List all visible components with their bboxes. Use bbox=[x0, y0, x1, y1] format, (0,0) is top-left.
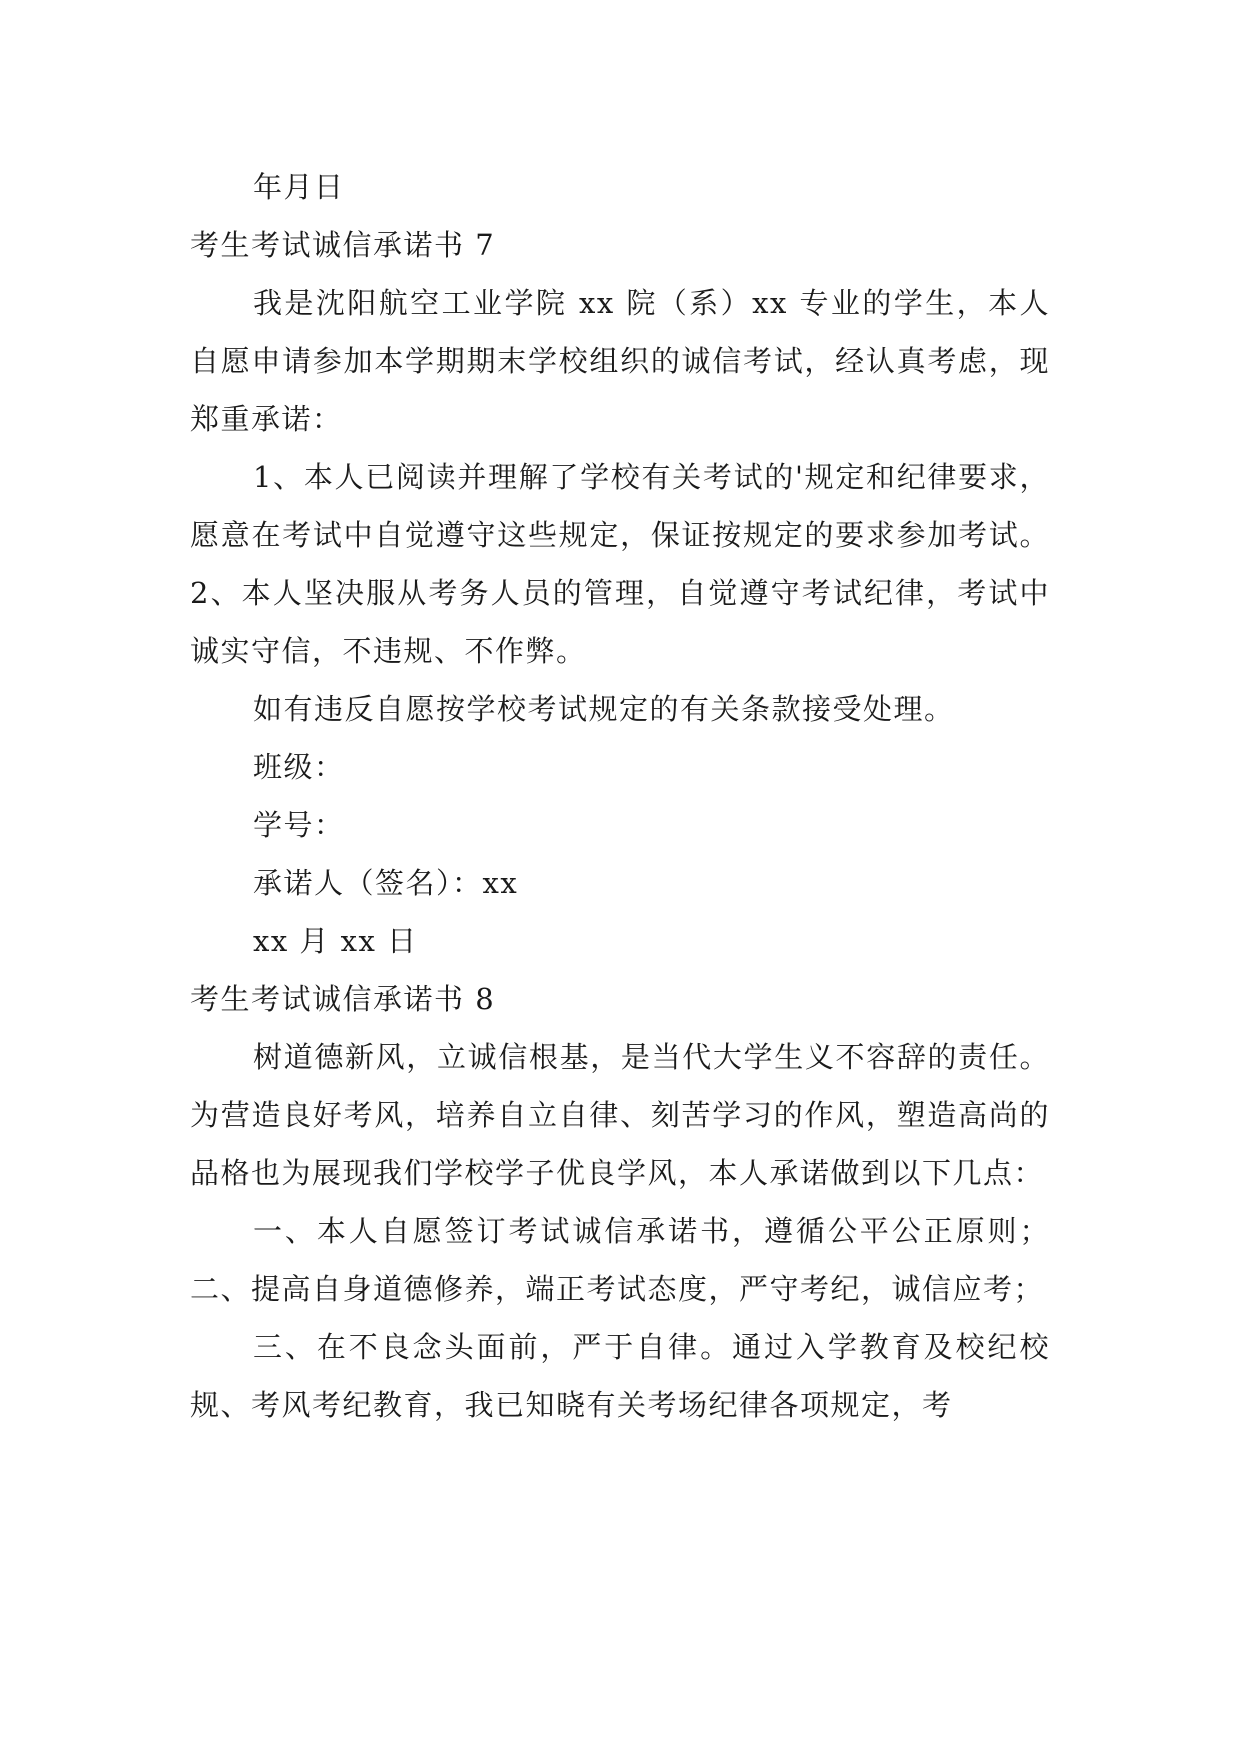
date-line: 年月日 bbox=[253, 170, 345, 204]
document-body bbox=[190, 158, 1050, 1434]
student-id-label: 学号： bbox=[253, 808, 345, 842]
section-8-point-3: 三、在不良念头面前，严于自律。通过入学教育及校纪校规、考风考纪教育，我已知晓有关考场纪律各项规定，考 bbox=[190, 1330, 1050, 1422]
class-label: 班级： bbox=[253, 750, 345, 784]
section-7-items: 1、本人已阅读并理解了学校有关考试的'规定和纪律要求，愿意在考试中自觉遵守这些规定，保证按规定的要求参加考试。2、本人坚决服从考务人员的管理，自觉遵守考试纪律，考试中诚实守信，不违规、不作弊。 bbox=[190, 460, 1050, 668]
signature-line: 承诺人（签名）：xx bbox=[253, 866, 519, 900]
section-8-points-1-2: 一、本人自愿签订考试诚信承诺书，遵循公平公正原则；二、提高自身道德修养，端正考试态度，严守考纪，诚信应考； bbox=[190, 1214, 1050, 1306]
section-7-title: 考生考试诚信承诺书 7 bbox=[190, 228, 496, 262]
section-7-date: xx 月 xx 日 bbox=[253, 924, 418, 958]
section-8-intro: 树道德新风，立诚信根基，是当代大学生义不容辞的责任。为营造良好考风，培养自立自律、刻苦学习的作风，塑造高尚的品格也为展现我们学校学子优良学风，本人承诺做到以下几点： bbox=[190, 1040, 1050, 1190]
section-8-title: 考生考试诚信承诺书 8 bbox=[190, 982, 496, 1016]
section-7-violation: 如有违反自愿按学校考试规定的有关条款接受处理。 bbox=[253, 692, 955, 726]
section-7-intro: 我是沈阳航空工业学院 xx 院（系）xx 专业的学生，本人自愿申请参加本学期期末学校组织的诚信考试，经认真考虑，现郑重承诺： bbox=[190, 286, 1050, 436]
